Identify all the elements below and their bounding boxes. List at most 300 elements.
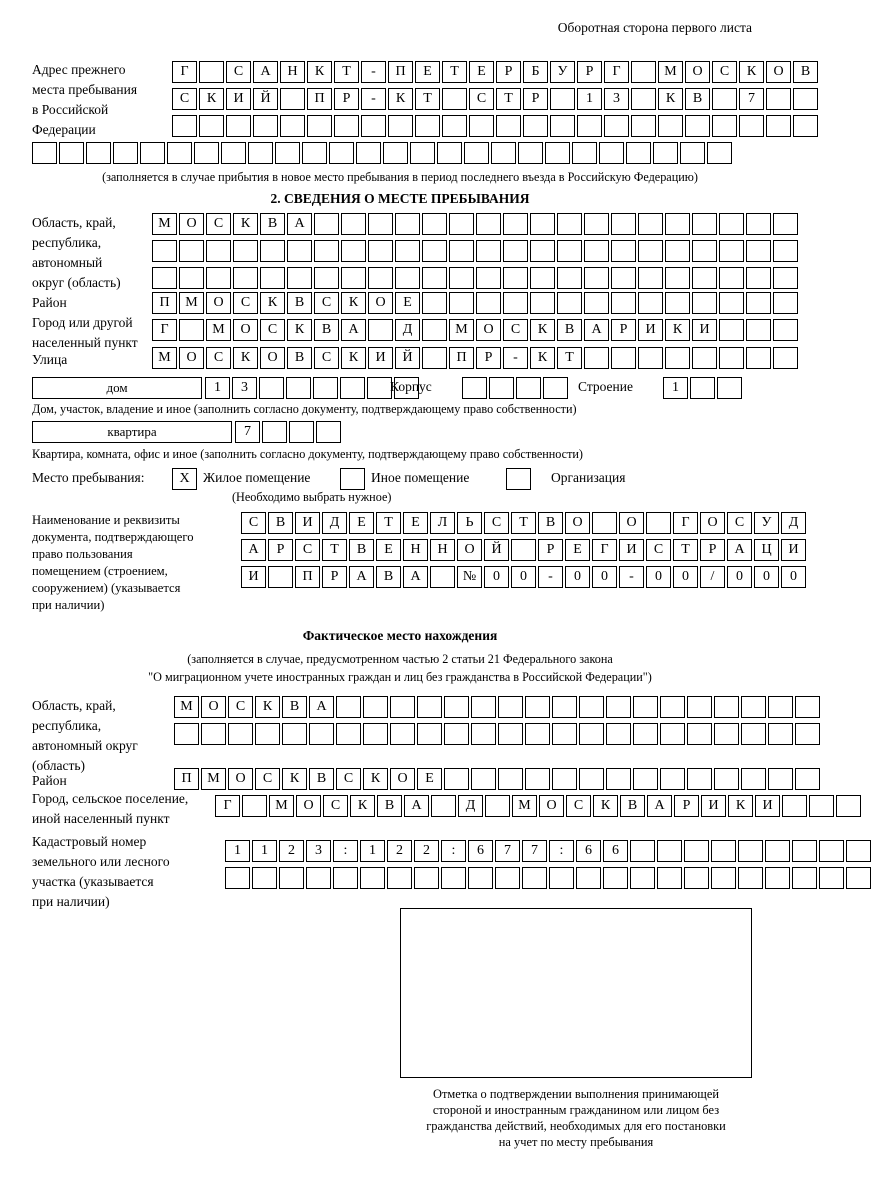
actual-region-cell[interactable]: [606, 696, 631, 718]
street-cell[interactable]: [719, 347, 744, 369]
cadastral-cell[interactable]: [306, 867, 331, 889]
prev-address-cell[interactable]: И: [226, 88, 251, 110]
region-cell[interactable]: [611, 240, 636, 262]
region-cell[interactable]: [665, 240, 690, 262]
document-cell[interactable]: И: [295, 512, 320, 534]
street-cell[interactable]: [422, 347, 447, 369]
region-cell[interactable]: [395, 267, 420, 289]
document-cell[interactable]: [430, 566, 455, 588]
prev-address-cell[interactable]: [577, 115, 602, 137]
prev-address-cell[interactable]: Е: [469, 61, 494, 83]
prev-address-cell[interactable]: М: [658, 61, 683, 83]
prev-address-cell[interactable]: [248, 142, 273, 164]
cadastral-cell[interactable]: [522, 867, 547, 889]
prev-address-cell[interactable]: [86, 142, 111, 164]
actual-region-cell[interactable]: [336, 723, 361, 745]
district-cell[interactable]: В: [287, 292, 312, 314]
region-cell[interactable]: [422, 213, 447, 235]
district-cell[interactable]: [557, 292, 582, 314]
actual-region-cell[interactable]: [444, 696, 469, 718]
prev-address-cell[interactable]: [307, 115, 332, 137]
prev-address-cell[interactable]: Р: [496, 61, 521, 83]
document-cell[interactable]: Е: [349, 512, 374, 534]
document-cell[interactable]: 0: [673, 566, 698, 588]
cadastral-cell[interactable]: [765, 867, 790, 889]
prev-address-cell[interactable]: К: [388, 88, 413, 110]
stroenie-boxes[interactable]: [663, 377, 744, 399]
document-cell[interactable]: О: [700, 512, 725, 534]
prev-address-cell[interactable]: С: [172, 88, 197, 110]
cadastral-cell[interactable]: [630, 840, 655, 862]
cadastral-cell[interactable]: [603, 867, 628, 889]
cadastral-row-2[interactable]: [225, 867, 873, 889]
prev-address-cell[interactable]: 7: [739, 88, 764, 110]
prev-address-cell[interactable]: С: [226, 61, 251, 83]
cadastral-cell[interactable]: [711, 867, 736, 889]
actual-city-cell[interactable]: В: [620, 795, 645, 817]
actual-district-cell[interactable]: [552, 768, 577, 790]
actual-region-cell[interactable]: [417, 696, 442, 718]
prev-address-cell[interactable]: Г: [604, 61, 629, 83]
district-cell[interactable]: С: [233, 292, 258, 314]
prev-address-cell[interactable]: Р: [523, 88, 548, 110]
stroenie-cell[interactable]: [690, 377, 715, 399]
prev-address-cell[interactable]: [302, 142, 327, 164]
actual-district-cell[interactable]: [741, 768, 766, 790]
document-cell[interactable]: Т: [322, 539, 347, 561]
document-cell[interactable]: О: [565, 512, 590, 534]
cadastral-cell[interactable]: :: [333, 840, 358, 862]
region-cell[interactable]: [530, 213, 555, 235]
document-cell[interactable]: И: [781, 539, 806, 561]
actual-region-cell[interactable]: [255, 723, 280, 745]
actual-city-cell[interactable]: [242, 795, 267, 817]
actual-city-cell[interactable]: Г: [215, 795, 240, 817]
region-cell[interactable]: [638, 240, 663, 262]
actual-city-cell[interactable]: А: [404, 795, 429, 817]
street-cell[interactable]: И: [368, 347, 393, 369]
city-cell[interactable]: В: [314, 319, 339, 341]
actual-region-row-2[interactable]: [174, 723, 822, 745]
prev-address-cell[interactable]: В: [793, 61, 818, 83]
city-cell[interactable]: Г: [152, 319, 177, 341]
city-cell[interactable]: К: [287, 319, 312, 341]
actual-region-cell[interactable]: [579, 696, 604, 718]
prev-address-cell[interactable]: [361, 115, 386, 137]
actual-city-cell[interactable]: К: [593, 795, 618, 817]
prev-address-cell[interactable]: [280, 115, 305, 137]
prev-address-cell[interactable]: [550, 115, 575, 137]
korpus-cell[interactable]: [489, 377, 514, 399]
cadastral-cell[interactable]: [225, 867, 250, 889]
region-cell[interactable]: [719, 267, 744, 289]
prev-address-cell[interactable]: [680, 142, 705, 164]
prev-address-cell[interactable]: [739, 115, 764, 137]
document-cell[interactable]: У: [754, 512, 779, 534]
actual-region-cell[interactable]: [174, 723, 199, 745]
house-number-boxes[interactable]: [205, 377, 421, 399]
district-cell[interactable]: [530, 292, 555, 314]
prev-address-cell[interactable]: [545, 142, 570, 164]
actual-city-cell[interactable]: [809, 795, 834, 817]
prev-address-cell[interactable]: Р: [334, 88, 359, 110]
city-cell[interactable]: Р: [611, 319, 636, 341]
prev-address-cell[interactable]: [194, 142, 219, 164]
actual-region-cell[interactable]: [687, 723, 712, 745]
actual-region-cell[interactable]: [444, 723, 469, 745]
prev-address-cell[interactable]: [172, 115, 197, 137]
document-cell[interactable]: Ь: [457, 512, 482, 534]
flat-cell[interactable]: 7: [235, 421, 260, 443]
actual-district-row[interactable]: [174, 768, 822, 790]
cadastral-cell[interactable]: [414, 867, 439, 889]
region-cell[interactable]: [530, 267, 555, 289]
actual-district-cell[interactable]: [714, 768, 739, 790]
region-cell[interactable]: [584, 240, 609, 262]
region-cell[interactable]: [530, 240, 555, 262]
district-cell[interactable]: М: [179, 292, 204, 314]
actual-region-cell[interactable]: [579, 723, 604, 745]
region-cell[interactable]: [368, 213, 393, 235]
actual-region-cell[interactable]: [606, 723, 631, 745]
actual-district-cell[interactable]: [768, 768, 793, 790]
region-cell[interactable]: [395, 240, 420, 262]
actual-district-cell[interactable]: [687, 768, 712, 790]
prev-address-cell[interactable]: [280, 88, 305, 110]
document-cell[interactable]: Д: [781, 512, 806, 534]
stroenie-cell[interactable]: [717, 377, 742, 399]
document-cell[interactable]: В: [268, 512, 293, 534]
region-cell[interactable]: [152, 267, 177, 289]
region-cell[interactable]: [557, 213, 582, 235]
actual-region-cell[interactable]: [660, 723, 685, 745]
street-cell[interactable]: С: [314, 347, 339, 369]
prev-address-row-4[interactable]: [32, 142, 734, 164]
region-cell[interactable]: [503, 213, 528, 235]
house-cell[interactable]: [259, 377, 284, 399]
prev-address-cell[interactable]: [140, 142, 165, 164]
actual-district-cell[interactable]: П: [174, 768, 199, 790]
section2-district-row[interactable]: [152, 292, 800, 314]
korpus-cell[interactable]: [462, 377, 487, 399]
street-cell[interactable]: Т: [557, 347, 582, 369]
document-cell[interactable]: Д: [322, 512, 347, 534]
document-cell[interactable]: Ц: [754, 539, 779, 561]
actual-region-cell[interactable]: [201, 723, 226, 745]
cadastral-cell[interactable]: 2: [279, 840, 304, 862]
district-cell[interactable]: О: [368, 292, 393, 314]
document-cell[interactable]: №: [457, 566, 482, 588]
prev-address-cell[interactable]: [167, 142, 192, 164]
cadastral-cell[interactable]: [684, 840, 709, 862]
actual-region-cell[interactable]: [282, 723, 307, 745]
document-cell[interactable]: О: [619, 512, 644, 534]
cadastral-cell[interactable]: [792, 867, 817, 889]
actual-region-cell[interactable]: [633, 696, 658, 718]
document-cell[interactable]: Г: [673, 512, 698, 534]
region-cell[interactable]: [503, 267, 528, 289]
actual-region-cell[interactable]: [714, 696, 739, 718]
prev-address-cell[interactable]: А: [253, 61, 278, 83]
region-cell[interactable]: [665, 213, 690, 235]
prev-address-cell[interactable]: 3: [604, 88, 629, 110]
document-cell[interactable]: -: [538, 566, 563, 588]
document-cell[interactable]: [646, 512, 671, 534]
section2-region-row-3[interactable]: [152, 267, 800, 289]
prev-address-cell[interactable]: [626, 142, 651, 164]
prev-address-cell[interactable]: [469, 115, 494, 137]
district-cell[interactable]: С: [314, 292, 339, 314]
region-cell[interactable]: [422, 240, 447, 262]
street-cell[interactable]: [692, 347, 717, 369]
region-cell[interactable]: [206, 240, 231, 262]
prev-address-cell[interactable]: [356, 142, 381, 164]
city-cell[interactable]: О: [476, 319, 501, 341]
district-cell[interactable]: К: [341, 292, 366, 314]
street-cell[interactable]: [665, 347, 690, 369]
document-cell[interactable]: О: [457, 539, 482, 561]
document-cell[interactable]: А: [241, 539, 266, 561]
prev-address-cell[interactable]: О: [685, 61, 710, 83]
region-cell[interactable]: [584, 267, 609, 289]
actual-city-cell[interactable]: Р: [674, 795, 699, 817]
document-cell[interactable]: 0: [754, 566, 779, 588]
city-cell[interactable]: [719, 319, 744, 341]
actual-district-cell[interactable]: К: [363, 768, 388, 790]
cadastral-cell[interactable]: [252, 867, 277, 889]
actual-district-cell[interactable]: [498, 768, 523, 790]
actual-region-cell[interactable]: [363, 723, 388, 745]
actual-region-cell[interactable]: [795, 723, 820, 745]
region-cell[interactable]: [692, 213, 717, 235]
house-cell[interactable]: 3: [232, 377, 257, 399]
korpus-cell[interactable]: [516, 377, 541, 399]
street-cell[interactable]: [638, 347, 663, 369]
prev-address-cell[interactable]: [793, 115, 818, 137]
actual-district-cell[interactable]: М: [201, 768, 226, 790]
document-cell[interactable]: Р: [268, 539, 293, 561]
region-cell[interactable]: С: [206, 213, 231, 235]
cadastral-cell[interactable]: [495, 867, 520, 889]
cadastral-cell[interactable]: 6: [603, 840, 628, 862]
prev-address-cell[interactable]: [388, 115, 413, 137]
actual-region-cell[interactable]: [552, 696, 577, 718]
city-cell[interactable]: [179, 319, 204, 341]
actual-region-cell[interactable]: [795, 696, 820, 718]
street-cell[interactable]: [746, 347, 771, 369]
city-cell[interactable]: С: [260, 319, 285, 341]
city-cell[interactable]: М: [449, 319, 474, 341]
prev-address-cell[interactable]: [383, 142, 408, 164]
prev-address-cell[interactable]: [437, 142, 462, 164]
cadastral-cell[interactable]: 2: [387, 840, 412, 862]
cadastral-cell[interactable]: 7: [495, 840, 520, 862]
prev-address-cell[interactable]: [442, 88, 467, 110]
actual-region-cell[interactable]: [633, 723, 658, 745]
house-cell[interactable]: [286, 377, 311, 399]
street-cell[interactable]: С: [206, 347, 231, 369]
prev-address-row-2[interactable]: [172, 88, 820, 110]
prev-address-cell[interactable]: [32, 142, 57, 164]
street-cell[interactable]: В: [287, 347, 312, 369]
actual-district-cell[interactable]: [795, 768, 820, 790]
region-cell[interactable]: [260, 240, 285, 262]
region-cell[interactable]: А: [287, 213, 312, 235]
region-cell[interactable]: [584, 213, 609, 235]
actual-region-cell[interactable]: С: [228, 696, 253, 718]
document-cell[interactable]: 0: [727, 566, 752, 588]
city-cell[interactable]: А: [584, 319, 609, 341]
actual-region-cell[interactable]: [714, 723, 739, 745]
prev-address-cell[interactable]: [658, 115, 683, 137]
prev-address-cell[interactable]: К: [307, 61, 332, 83]
cadastral-cell[interactable]: 6: [468, 840, 493, 862]
cadastral-cell[interactable]: [738, 840, 763, 862]
region-cell[interactable]: [692, 267, 717, 289]
cadastral-cell[interactable]: [360, 867, 385, 889]
prev-address-cell[interactable]: [491, 142, 516, 164]
prev-address-cell[interactable]: К: [739, 61, 764, 83]
prev-address-cell[interactable]: Т: [415, 88, 440, 110]
document-cell[interactable]: 0: [646, 566, 671, 588]
actual-region-cell[interactable]: [228, 723, 253, 745]
actual-district-cell[interactable]: Е: [417, 768, 442, 790]
region-cell[interactable]: [206, 267, 231, 289]
prev-address-cell[interactable]: [226, 115, 251, 137]
prev-address-cell[interactable]: [707, 142, 732, 164]
house-cell[interactable]: [340, 377, 365, 399]
prev-address-cell[interactable]: [604, 115, 629, 137]
prev-address-cell[interactable]: [113, 142, 138, 164]
document-cell[interactable]: [592, 512, 617, 534]
document-cell[interactable]: С: [241, 512, 266, 534]
prev-address-cell[interactable]: [518, 142, 543, 164]
region-cell[interactable]: В: [260, 213, 285, 235]
cadastral-cell[interactable]: [684, 867, 709, 889]
cadastral-cell[interactable]: :: [441, 840, 466, 862]
region-cell[interactable]: [287, 267, 312, 289]
street-cell[interactable]: П: [449, 347, 474, 369]
city-cell[interactable]: К: [530, 319, 555, 341]
cadastral-cell[interactable]: [468, 867, 493, 889]
region-cell[interactable]: [179, 240, 204, 262]
region-cell[interactable]: М: [152, 213, 177, 235]
document-cell[interactable]: Р: [322, 566, 347, 588]
region-cell[interactable]: [449, 267, 474, 289]
actual-region-cell[interactable]: [471, 723, 496, 745]
street-cell[interactable]: К: [530, 347, 555, 369]
street-cell[interactable]: К: [233, 347, 258, 369]
prev-address-cell[interactable]: [59, 142, 84, 164]
actual-region-cell[interactable]: [552, 723, 577, 745]
document-cell[interactable]: 0: [592, 566, 617, 588]
region-cell[interactable]: [314, 267, 339, 289]
actual-city-cell[interactable]: Д: [458, 795, 483, 817]
prev-address-cell[interactable]: Й: [253, 88, 278, 110]
prev-address-cell[interactable]: П: [307, 88, 332, 110]
document-cell[interactable]: Е: [403, 512, 428, 534]
region-cell[interactable]: [557, 267, 582, 289]
cadastral-cell[interactable]: [765, 840, 790, 862]
document-row-1[interactable]: [241, 512, 808, 534]
cadastral-cell[interactable]: [819, 867, 844, 889]
region-cell[interactable]: [233, 267, 258, 289]
house-cell[interactable]: 1: [205, 377, 230, 399]
street-cell[interactable]: М: [152, 347, 177, 369]
prev-address-cell[interactable]: [572, 142, 597, 164]
document-cell[interactable]: Л: [430, 512, 455, 534]
prev-address-cell[interactable]: Т: [496, 88, 521, 110]
document-cell[interactable]: Н: [430, 539, 455, 561]
document-cell[interactable]: В: [349, 539, 374, 561]
actual-district-cell[interactable]: О: [228, 768, 253, 790]
prev-address-cell[interactable]: В: [685, 88, 710, 110]
document-cell[interactable]: И: [241, 566, 266, 588]
actual-region-cell[interactable]: [741, 696, 766, 718]
actual-city-cell[interactable]: О: [539, 795, 564, 817]
document-cell[interactable]: А: [349, 566, 374, 588]
district-cell[interactable]: К: [260, 292, 285, 314]
region-cell[interactable]: [746, 240, 771, 262]
flat-cell[interactable]: [289, 421, 314, 443]
region-cell[interactable]: К: [233, 213, 258, 235]
region-cell[interactable]: [233, 240, 258, 262]
prev-address-cell[interactable]: Н: [280, 61, 305, 83]
prev-address-cell[interactable]: [653, 142, 678, 164]
region-cell[interactable]: [746, 213, 771, 235]
actual-region-cell[interactable]: [768, 696, 793, 718]
actual-region-cell[interactable]: [336, 696, 361, 718]
actual-region-cell[interactable]: М: [174, 696, 199, 718]
actual-region-cell[interactable]: [390, 696, 415, 718]
actual-city-cell[interactable]: [782, 795, 807, 817]
actual-city-cell[interactable]: М: [269, 795, 294, 817]
district-cell[interactable]: [692, 292, 717, 314]
document-cell[interactable]: -: [619, 566, 644, 588]
section2-city-row[interactable]: [152, 319, 800, 341]
prev-address-cell[interactable]: Б: [523, 61, 548, 83]
actual-city-cell[interactable]: А: [647, 795, 672, 817]
prev-address-cell[interactable]: [766, 115, 791, 137]
city-cell[interactable]: К: [665, 319, 690, 341]
actual-district-cell[interactable]: [444, 768, 469, 790]
prev-address-cell[interactable]: [712, 88, 737, 110]
prev-address-cell[interactable]: [415, 115, 440, 137]
city-cell[interactable]: О: [233, 319, 258, 341]
actual-region-cell[interactable]: А: [309, 696, 334, 718]
prev-address-cell[interactable]: 1: [577, 88, 602, 110]
prev-address-cell[interactable]: [599, 142, 624, 164]
cadastral-cell[interactable]: [333, 867, 358, 889]
region-cell[interactable]: [449, 240, 474, 262]
section2-street-row[interactable]: [152, 347, 800, 369]
region-cell[interactable]: [557, 240, 582, 262]
region-cell[interactable]: [476, 213, 501, 235]
region-cell[interactable]: [503, 240, 528, 262]
prev-address-cell[interactable]: [329, 142, 354, 164]
actual-region-cell[interactable]: [687, 696, 712, 718]
district-cell[interactable]: П: [152, 292, 177, 314]
document-cell[interactable]: А: [403, 566, 428, 588]
document-cell[interactable]: Т: [376, 512, 401, 534]
prev-address-cell[interactable]: [631, 61, 656, 83]
actual-region-cell[interactable]: [309, 723, 334, 745]
stay-type-checkbox-other[interactable]: [340, 468, 365, 490]
actual-city-cell[interactable]: В: [377, 795, 402, 817]
prev-address-cell[interactable]: -: [361, 88, 386, 110]
stay-type-checkbox-residential[interactable]: X: [172, 468, 197, 490]
street-cell[interactable]: К: [341, 347, 366, 369]
